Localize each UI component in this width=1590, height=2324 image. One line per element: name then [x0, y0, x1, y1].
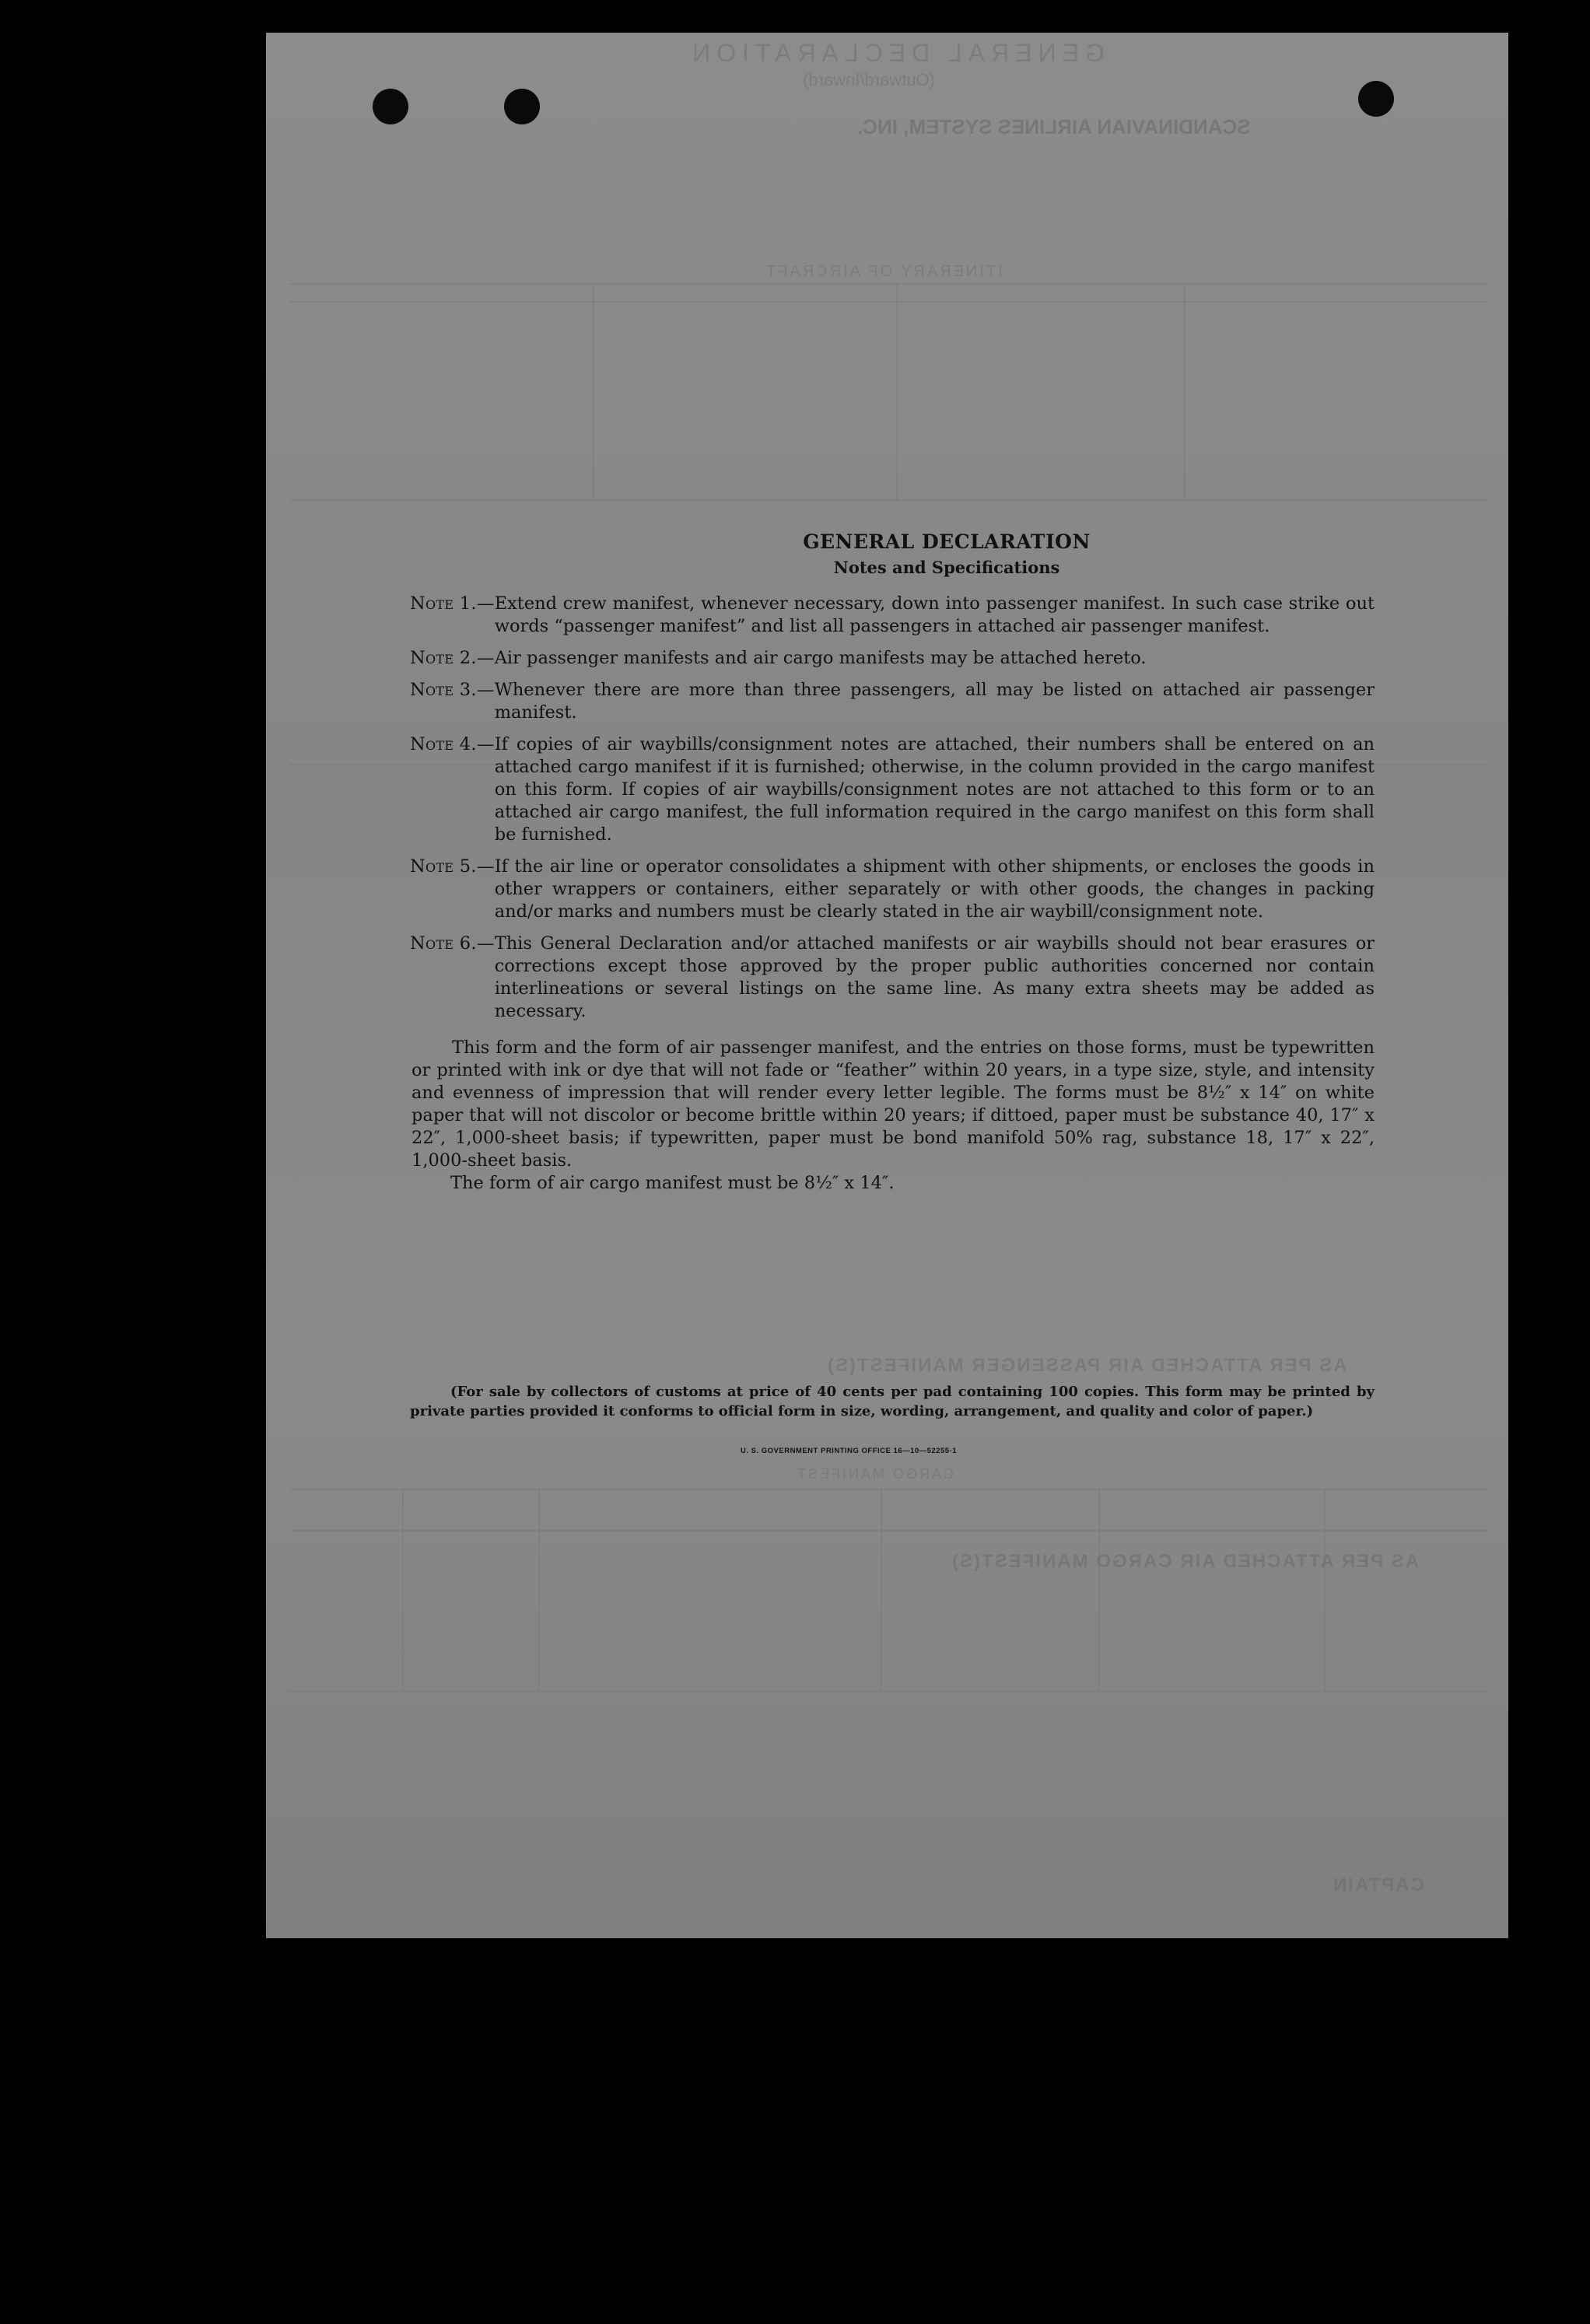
reverse-form-subtitle: (Outward/Inward): [803, 70, 935, 89]
punch-hole-1: [373, 89, 408, 124]
note-label: Note 1.—: [410, 593, 495, 614]
note-3: [410, 679, 1375, 724]
note-label: Note 4.—: [410, 734, 495, 754]
reverse-cargo-stamp: AS PER ATTACHED AIR CARGO MANIFEST(S): [951, 1551, 1419, 1572]
document-sheet: [266, 33, 1508, 1938]
note-6: [410, 933, 1375, 1023]
reverse-rule: [1324, 1489, 1326, 1691]
reverse-captain: CAPTAIN: [1332, 1874, 1424, 1895]
note-label: Note 2.—: [410, 648, 495, 668]
reverse-itinerary: ITINERARY OF AIRCRAFT: [764, 263, 1003, 280]
reverse-form-title: GENERAL DECLARATION: [686, 39, 1105, 67]
note-text: Air passenger manifests and air cargo manifests may be attached hereto.: [494, 648, 1147, 668]
note-text: If copies of air waybills/consignment notes are attached, their numbers shall be entered on an attached cargo manifest if it is furnished; otherwise, in the column provided in the cargo manifest on this form. If copies of air waybills/consignment notes are not attached to this form or to an attached air cargo manifest, the full information required in the cargo manifest on this form shall be furnished.: [494, 734, 1375, 845]
reverse-rule: [1098, 1489, 1100, 1691]
punch-hole-3: [1358, 81, 1394, 117]
sale-notice: [410, 1382, 1375, 1421]
reverse-rule: [289, 283, 1487, 285]
sale-notice-text: (For sale by collectors of customs at price of 40 cents per pad containing 100 copies. This form may be printed by private parties provided it conforms to official form in size, wording, arrangement, and quality and color of paper.): [410, 1384, 1375, 1419]
reverse-crew-stamp: AS PER ATTACHED AIR PASSENGER MANIFEST(S): [826, 1355, 1347, 1376]
notes-section: [410, 530, 1375, 1195]
document-title: GENERAL DECLARATION: [803, 530, 1091, 553]
reverse-rule: [289, 1691, 1487, 1692]
reverse-rule: [593, 283, 594, 501]
document-subtitle: Notes and Specifications: [833, 558, 1060, 577]
note-text: Extend crew manifest, whenever necessary, down into passenger manifest. In such case strike out words “passenger manifest” and list all passengers in attached air passenger manifest.: [494, 593, 1375, 636]
reverse-cargo-title: CARGO MANIFEST: [795, 1466, 954, 1482]
note-4: [410, 733, 1375, 846]
note-text: This General Declaration and/or attached manifests or air waybills should not bear erasures or corrections except those approved by the proper public authorities concerned nor contain interlineations or several listings on the same line. As many extra sheets may be added as necessary.: [494, 933, 1375, 1021]
reverse-rule: [289, 499, 1487, 501]
note-2: [410, 647, 1375, 670]
reverse-rule: [289, 301, 1487, 303]
note-label: Note 6.—: [410, 933, 495, 954]
note-text: If the air line or operator consolidates a shipment with other shipments, or encloses the goods in other wrappers or containers, either separately or with other goods, the changes in packing and/or marks and numbers must be clearly stated in the air waybill/consignment note.: [494, 856, 1375, 922]
note-label: Note 3.—: [410, 680, 495, 700]
reverse-rule: [289, 1489, 1487, 1490]
punch-hole-2: [504, 89, 540, 124]
reverse-rule: [402, 1489, 404, 1691]
printer-imprint: U. S. GOVERNMENT PRINTING OFFICE 16—10—52255-1: [741, 1447, 957, 1455]
reverse-rule: [881, 1489, 882, 1691]
note-label: Note 5.—: [410, 856, 495, 877]
reverse-rule: [1184, 283, 1185, 501]
note-1: [410, 593, 1375, 638]
note-text: Whenever there are more than three passengers, all may be listed on attached air passenger manifest.: [494, 680, 1375, 723]
cargo-manifest-size-line: The form of air cargo manifest must be 8½″ x 14″.: [450, 1173, 895, 1193]
reverse-rule: [538, 1489, 540, 1691]
note-5: [410, 856, 1375, 923]
reverse-operator: SCANDINAVIAN AIRLINES SYSTEM, INC.: [857, 115, 1251, 138]
specification-paragraph: This form and the form of air passenger manifest, and the entries on those forms, must be typewritten or printed with ink or dye that will not fade or “feather” within 20 years, in a type size, style, and intensity and evenness of impression that will render every letter legible. The forms must be 8½″ x 14″ on white paper that will not discolor or become brittle within 20 years; if dittoed, paper must be substance 40, 17″ x 22″, 1,000-sheet basis; if typewritten, paper must be bond manifold 50% rag, substance 18, 17″ x 22″, 1,000-sheet basis.: [412, 1038, 1375, 1171]
reverse-rule: [289, 1530, 1487, 1531]
reverse-rule: [896, 283, 898, 501]
